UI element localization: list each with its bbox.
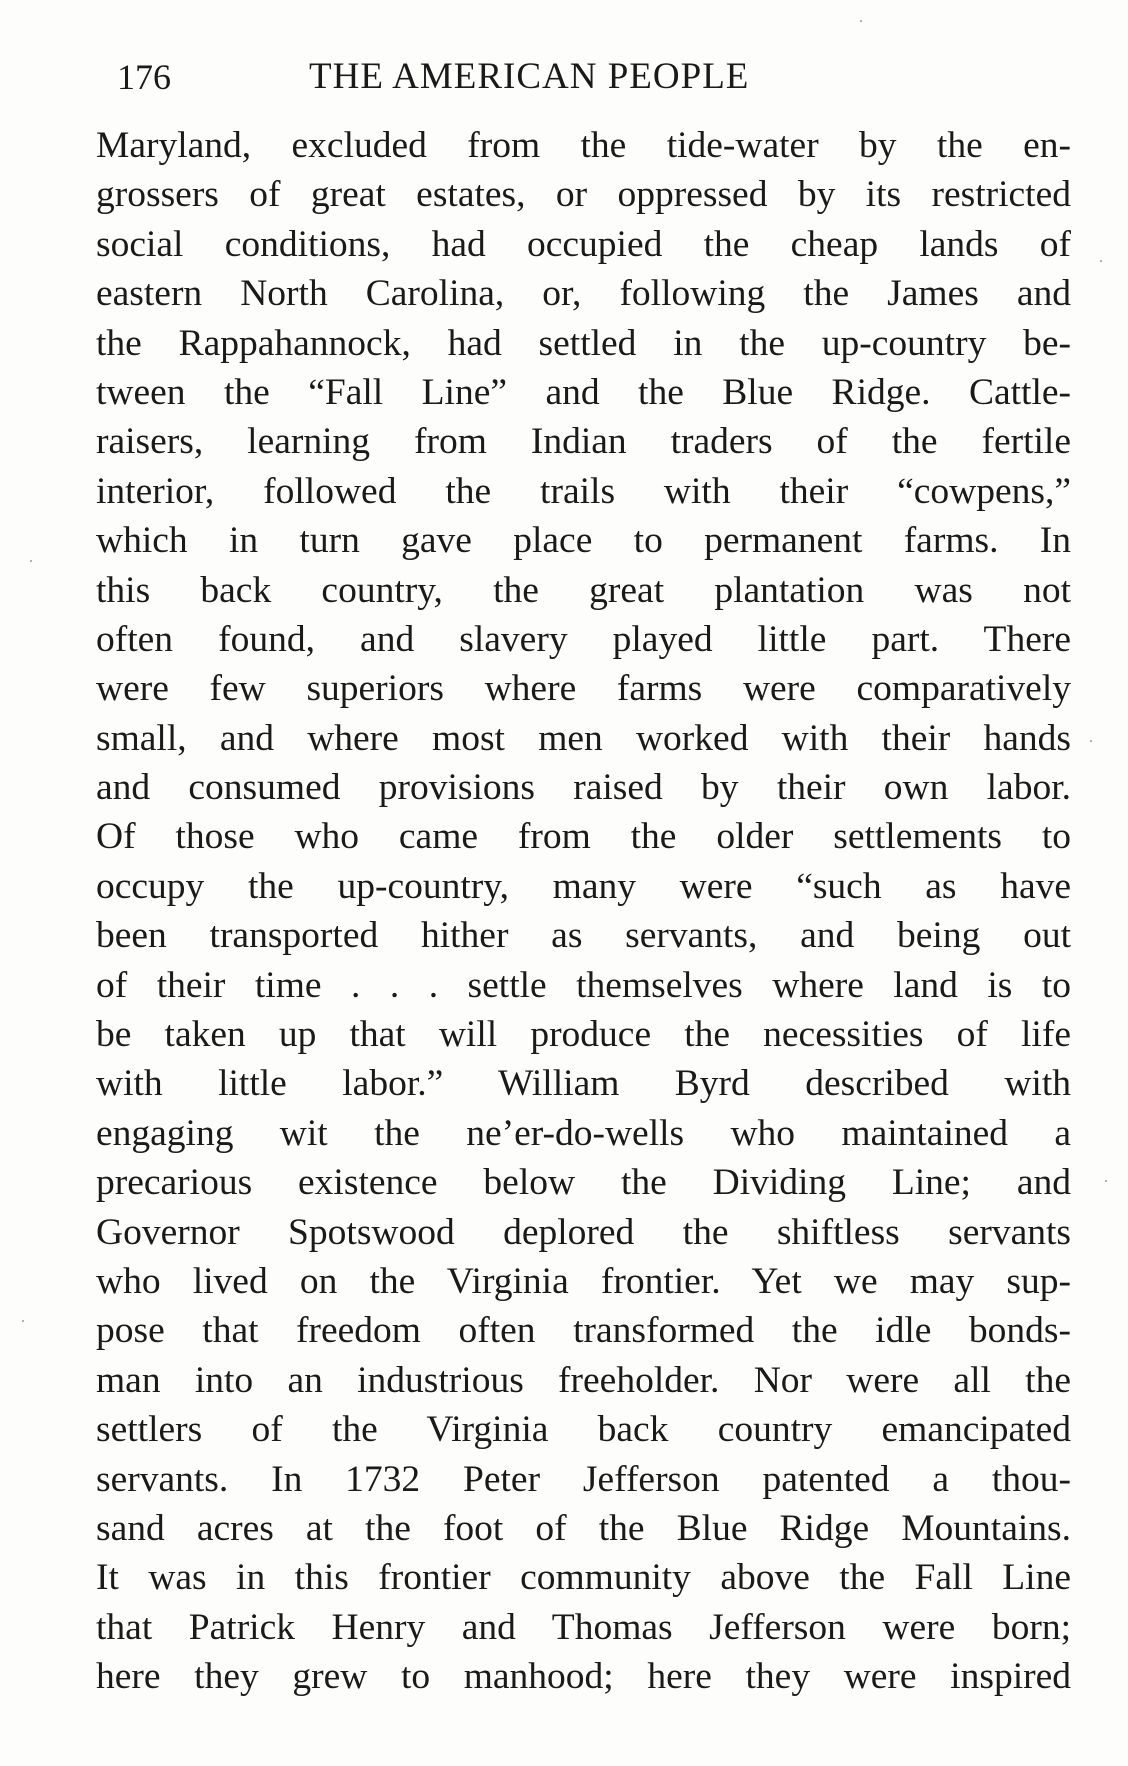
text-line: pose that freedom often transformed the idle bonds- xyxy=(96,1310,1071,1352)
text-line: grossers of great estates, or oppressed by its restricted xyxy=(96,174,1071,216)
text-line: settlers of the Virginia back country emancipated xyxy=(96,1409,1071,1451)
text-line: engaging wit the ne’er-do-wells who maintained a xyxy=(96,1112,1071,1154)
text-line: social conditions, had occupied the cheap lands of xyxy=(96,223,1071,265)
text-line: often found, and slavery played little part. There xyxy=(96,618,1071,660)
text-line: man into an industrious freeholder. Nor were all the xyxy=(96,1359,1071,1401)
text-line: It was in this frontier community above the Fall Line xyxy=(96,1557,1071,1599)
text-line: with little labor.” William Byrd described with xyxy=(96,1063,1071,1105)
text-line: be taken up that will produce the necessities of life xyxy=(96,1014,1071,1056)
text-line: here they grew to manhood; here they were inspired xyxy=(96,1656,1071,1698)
text-line: Governor Spotswood deplored the shiftless servants xyxy=(96,1211,1071,1253)
page-header xyxy=(117,52,897,102)
running-title: THE AMERICAN PEOPLE xyxy=(309,56,750,97)
scan-speck xyxy=(30,560,32,562)
scan-speck xyxy=(1090,740,1092,742)
text-line: Maryland, excluded from the tide-water by the en- xyxy=(96,125,1071,166)
text-line: small, and where most men worked with their hands xyxy=(96,717,1071,759)
text-line: who lived on the Virginia frontier. Yet we may sup- xyxy=(96,1260,1071,1302)
text-line: and consumed provisions raised by their own labor. xyxy=(96,767,1071,809)
text-line: this back country, the great plantation was not xyxy=(96,569,1071,611)
text-line: the Rappahannock, had settled in the up-country be- xyxy=(96,322,1071,364)
scan-speck xyxy=(22,1320,24,1322)
scan-speck xyxy=(1100,260,1102,262)
text-line: of their time . . . settle themselves where land is to xyxy=(96,964,1071,1006)
text-line: precarious existence below the Dividing Line; and xyxy=(96,1162,1071,1204)
body-text xyxy=(96,121,1071,1702)
text-line: tween the “Fall Line” and the Blue Ridge. Cattle- xyxy=(96,371,1071,413)
page-number: 176 xyxy=(117,57,171,97)
text-line: eastern North Carolina, or, following the James and xyxy=(96,273,1071,315)
scan-speck xyxy=(860,20,862,22)
text-line: servants. In 1732 Peter Jefferson patented a thou- xyxy=(96,1458,1071,1500)
text-line: occupy the up-country, many were “such as have xyxy=(96,865,1071,907)
text-line: sand acres at the foot of the Blue Ridge Mountains. xyxy=(96,1507,1071,1549)
text-line: been transported hither as servants, and being out xyxy=(96,915,1071,957)
text-line: raisers, learning from Indian traders of the fertile xyxy=(96,421,1071,463)
text-line: which in turn gave place to permanent farms. In xyxy=(96,520,1071,562)
text-line: Of those who came from the older settlements to xyxy=(96,816,1071,858)
text-line: were few superiors where farms were comparatively xyxy=(96,668,1071,710)
text-line: that Patrick Henry and Thomas Jefferson were born; xyxy=(96,1606,1071,1648)
text-line: interior, followed the trails with their “cowpens,” xyxy=(96,470,1071,512)
scan-speck xyxy=(1105,1180,1107,1182)
